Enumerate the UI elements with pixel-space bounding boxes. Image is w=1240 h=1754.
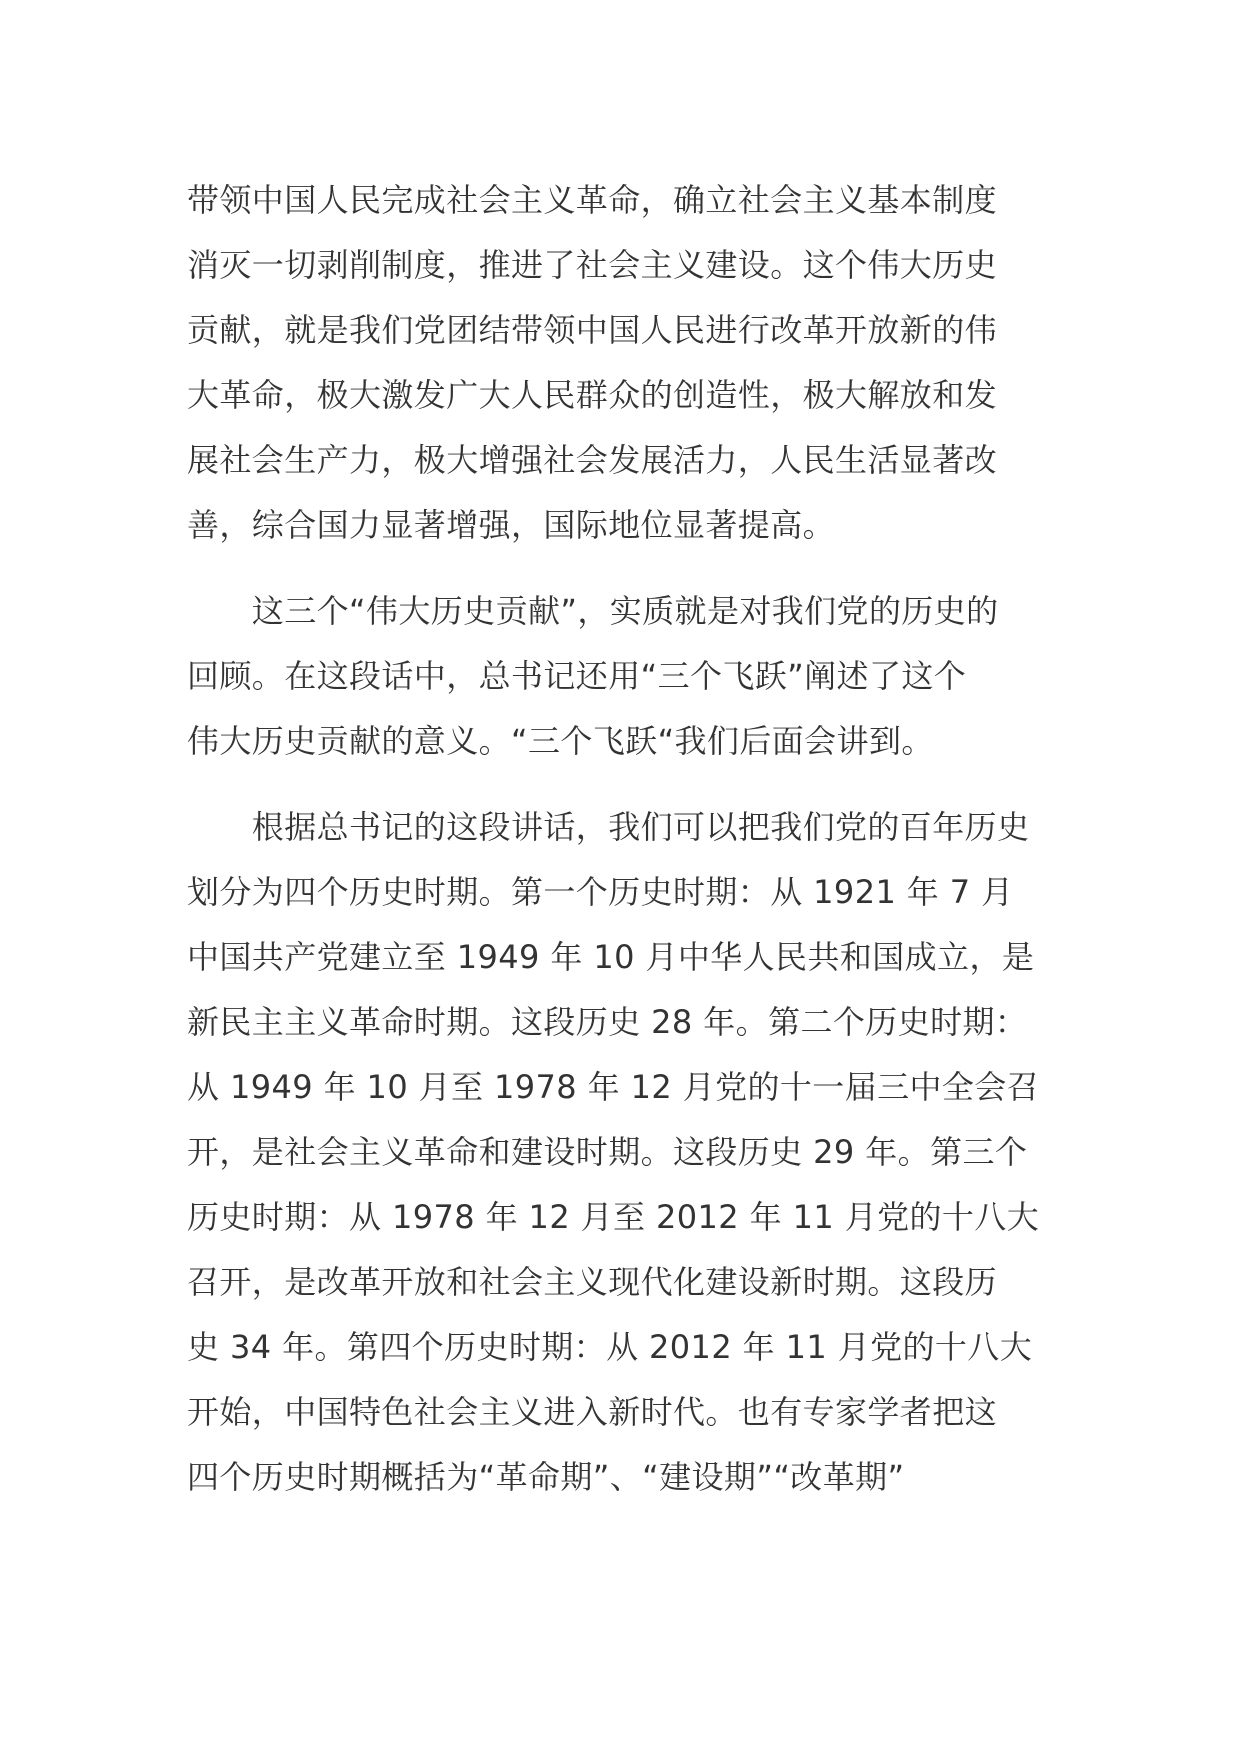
text-line: 开始，中国特色社会主义进入新时代。也有专家学者把这	[187, 1393, 998, 1431]
paragraph-spacer	[187, 774, 1057, 795]
text-line: 召开，是改革开放和社会主义现代化建设新时期。这段历	[187, 1263, 998, 1301]
text-line: 史 34 年。第四个历史时期：从 2012 年 11 月党的十八大	[187, 1328, 1033, 1366]
text-line: 历史时期：从 1978 年 12 月至 2012 年 11 月党的十八大	[187, 1198, 1040, 1236]
text-line: 展社会生产力，极大增强社会发展活力，人民生活显著改	[187, 441, 998, 479]
text-line: 大革命，极大激发广大人民群众的创造性，极大解放和发	[187, 376, 998, 414]
paragraph-1	[187, 168, 1057, 558]
text-line: 伟大历史贡献的意义。“三个飞跃“我们后面会讲到。	[187, 722, 934, 760]
text-line: 划分为四个历史时期。第一个历史时期：从 1921 年 7 月	[187, 873, 1014, 911]
text-line: 开，是社会主义革命和建设时期。这段历史 29 年。第三个	[187, 1133, 1028, 1171]
text-line: 这三个“伟大历史贡献”，实质就是对我们党的历史的	[187, 592, 999, 630]
paragraph-2	[187, 579, 1057, 774]
text-line: 贡献，就是我们党团结带领中国人民进行改革开放新的伟	[187, 311, 998, 349]
text-line: 四个历史时期概括为“革命期”、“建设期”“改革期”	[187, 1458, 905, 1496]
text-line: 从 1949 年 10 月至 1978 年 12 月党的十一届三中全会召	[187, 1068, 1040, 1106]
text-line: 中国共产党建立至 1949 年 10 月中华人民共和国成立，是	[187, 938, 1035, 976]
paragraph-3	[187, 795, 1057, 1510]
text-line: 回顾。在这段话中，总书记还用“三个飞跃”阐述了这个	[187, 657, 967, 695]
text-line: 根据总书记的这段讲话，我们可以把我们党的百年历史	[187, 808, 1030, 846]
body-text	[187, 168, 1057, 1510]
text-line: 消灭一切剥削制度，推进了社会主义建设。这个伟大历史	[187, 246, 998, 284]
text-line: 带领中国人民完成社会主义革命，确立社会主义基本制度	[187, 181, 998, 219]
paragraph-spacer	[187, 558, 1057, 579]
text-line: 新民主主义革命时期。这段历史 28 年。第二个历史时期：	[187, 1003, 1028, 1041]
text-line: 善，综合国力显著增强，国际地位显著提高。	[187, 506, 836, 544]
